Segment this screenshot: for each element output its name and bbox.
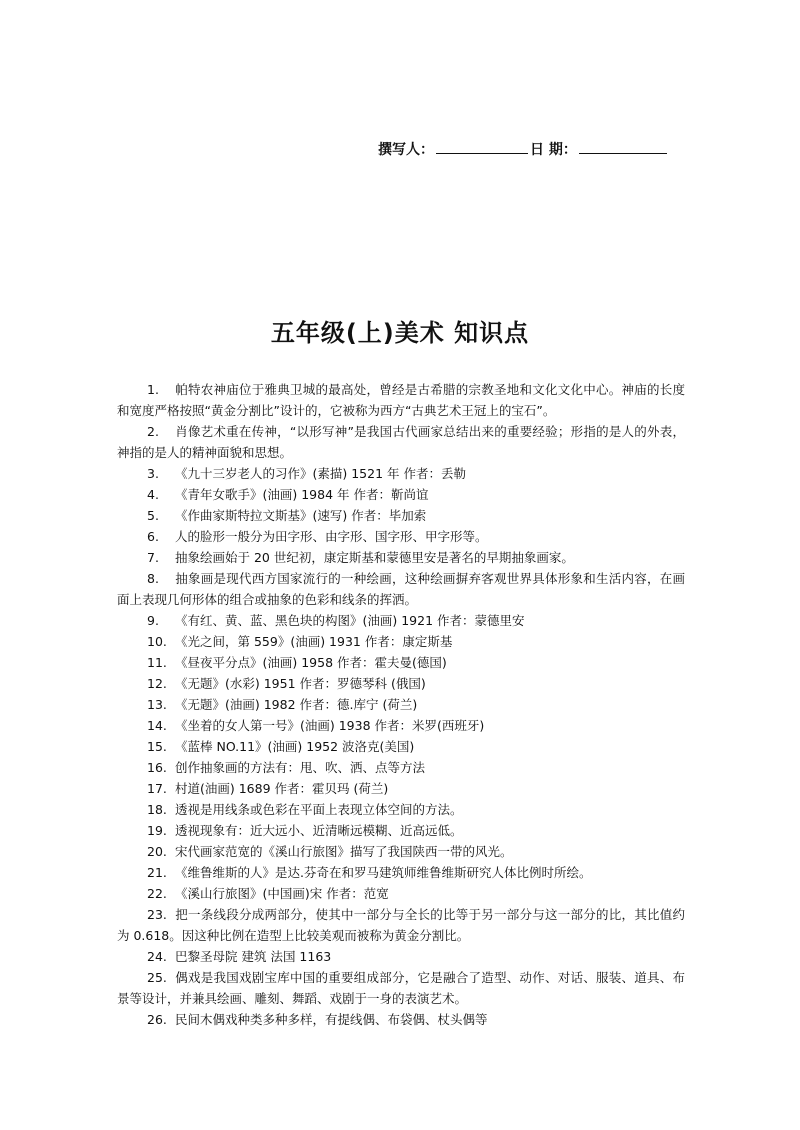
item-number: 25. (147, 970, 167, 985)
item-number: 20. (147, 844, 167, 859)
list-item (117, 841, 685, 862)
list-item (117, 757, 685, 778)
item-text: 《九十三岁老人的习作》(素描) 1521 年 作者：丢勒 (175, 466, 466, 481)
item-text: 《作曲家斯特拉文斯基》(速写) 作者：毕加索 (175, 508, 427, 523)
item-text: 把一条线段分成两部分，使其中一部分与全长的比等于另一部分与这一部分的比，其比值约为 0.618。因这种比例在造型上比较美观而被称为黄金分割比。 (117, 907, 685, 943)
item-text: 《蓝棒 NO.11》(油画) 1952 波洛克(美国) (175, 739, 415, 754)
item-number: 17. (147, 781, 167, 796)
item-text: 肖像艺术重在传神，“以形写神”是我国古代画家总结出来的重要经验；形指的是人的外表，神指的是人的精神面貌和思想。 (117, 424, 685, 460)
list-item (117, 694, 685, 715)
item-text: 透视是用线条或色彩在平面上表现立体空间的方法。 (175, 802, 463, 817)
item-number: 1. (147, 382, 159, 397)
list-item (117, 715, 685, 736)
list-item (117, 799, 685, 820)
list-item (117, 484, 685, 505)
item-text: 人的脸形一般分为田字形、由字形、国字形、甲字形等。 (175, 529, 488, 544)
list-item (117, 883, 685, 904)
item-text: 抽象画是现代西方国家流行的一种绘画，这种绘画摒弃客观世界具体形象和生活内容，在画面上表现几何形体的组合或抽象的色彩和线条的挥洒。 (117, 571, 685, 607)
knowledge-list (117, 379, 685, 1030)
author-label: 撰写人： (378, 142, 434, 158)
item-text: 《昼夜平分点》(油画) 1958 作者：霍夫曼(德国) (175, 655, 447, 670)
list-item (117, 778, 685, 799)
author-blank (436, 139, 528, 154)
list-item (117, 610, 685, 631)
item-number: 23. (147, 907, 167, 922)
item-text: 巴黎圣母院 建筑 法国 1163 (175, 949, 332, 964)
list-item (117, 946, 685, 967)
list-item (117, 421, 685, 463)
item-text: 《光之间，第 559》(油画) 1931 作者：康定斯基 (175, 634, 453, 649)
item-text: 《溪山行旅图》(中国画)宋 作者：范宽 (175, 886, 389, 901)
list-item (117, 736, 685, 757)
item-number: 9. (147, 613, 159, 628)
item-number: 16. (147, 760, 167, 775)
item-number: 24. (147, 949, 167, 964)
item-text: 《无题》(油画) 1982 作者：德.库宁 (荷兰) (175, 697, 418, 712)
item-number: 12. (147, 676, 167, 691)
list-item (117, 652, 685, 673)
item-number: 13. (147, 697, 167, 712)
list-item (117, 673, 685, 694)
item-number: 18. (147, 802, 167, 817)
list-item (117, 505, 685, 526)
item-text: 《青年女歌手》(油画) 1984 年 作者：靳尚谊 (175, 487, 429, 502)
item-text: 《无题》(水彩) 1951 作者：罗德琴科 (俄国) (175, 676, 426, 691)
list-item (117, 967, 685, 1009)
page-title: 五年级(上)美术 知识点 (270, 319, 530, 347)
date-blank (579, 139, 667, 154)
list-item (117, 547, 685, 568)
list-item (117, 526, 685, 547)
list-item (117, 379, 685, 421)
item-number: 2. (147, 424, 159, 439)
item-text: 帕特农神庙位于雅典卫城的最高处，曾经是古希腊的宗教圣地和文化文化中心。神庙的长度和宽度严格按照“黄金分割比”设计的，它被称为西方“古典艺术王冠上的宝石”。 (117, 382, 685, 418)
document-header (378, 139, 669, 159)
item-text: 宋代画家范宽的《溪山行旅图》描写了我国陕西一带的风光。 (175, 844, 513, 859)
item-number: 6. (147, 529, 159, 544)
item-text: 村道(油画) 1689 作者：霍贝玛 (荷兰) (175, 781, 389, 796)
item-number: 8. (147, 571, 159, 586)
item-number: 10. (147, 634, 167, 649)
item-text: 《维鲁维斯的人》是达.芬奇在和罗马建筑师维鲁维斯研究人体比例时所绘。 (175, 865, 592, 880)
list-item (117, 904, 685, 946)
item-number: 15. (147, 739, 167, 754)
item-number: 14. (147, 718, 167, 733)
item-number: 21. (147, 865, 167, 880)
item-text: 创作抽象画的方法有：甩、吹、洒、点等方法 (175, 760, 426, 775)
item-number: 5. (147, 508, 159, 523)
list-item (117, 820, 685, 841)
item-text: 抽象绘画始于 20 世纪初，康定斯基和蒙德里安是著名的早期抽象画家。 (175, 550, 574, 565)
item-number: 4. (147, 487, 159, 502)
item-text: 偶戏是我国戏剧宝库中国的重要组成部分，它是融合了造型、动作、对话、服装、道具、布景等设计，并兼具绘画、雕刻、舞蹈、戏剧于一身的表演艺术。 (117, 970, 685, 1006)
list-item (117, 862, 685, 883)
list-item (117, 631, 685, 652)
item-text: 《坐着的女人第一号》(油画) 1938 作者：米罗(西班牙) (175, 718, 485, 733)
item-number: 11. (147, 655, 167, 670)
item-number: 19. (147, 823, 167, 838)
item-text: 透视现象有：近大远小、近清晰远模糊、近高远低。 (175, 823, 463, 838)
date-label: 日 期： (530, 142, 577, 158)
item-text: 《有红、黄、蓝、黑色块的构图》(油画) 1921 作者：蒙德里安 (175, 613, 525, 628)
list-item (117, 1009, 685, 1030)
item-text: 民间木偶戏种类多种多样，有提线偶、布袋偶、杖头偶等 (175, 1012, 488, 1027)
item-number: 7. (147, 550, 159, 565)
list-item (117, 568, 685, 610)
item-number: 26. (147, 1012, 167, 1027)
item-number: 22. (147, 886, 167, 901)
item-number: 3. (147, 466, 159, 481)
list-item (117, 463, 685, 484)
